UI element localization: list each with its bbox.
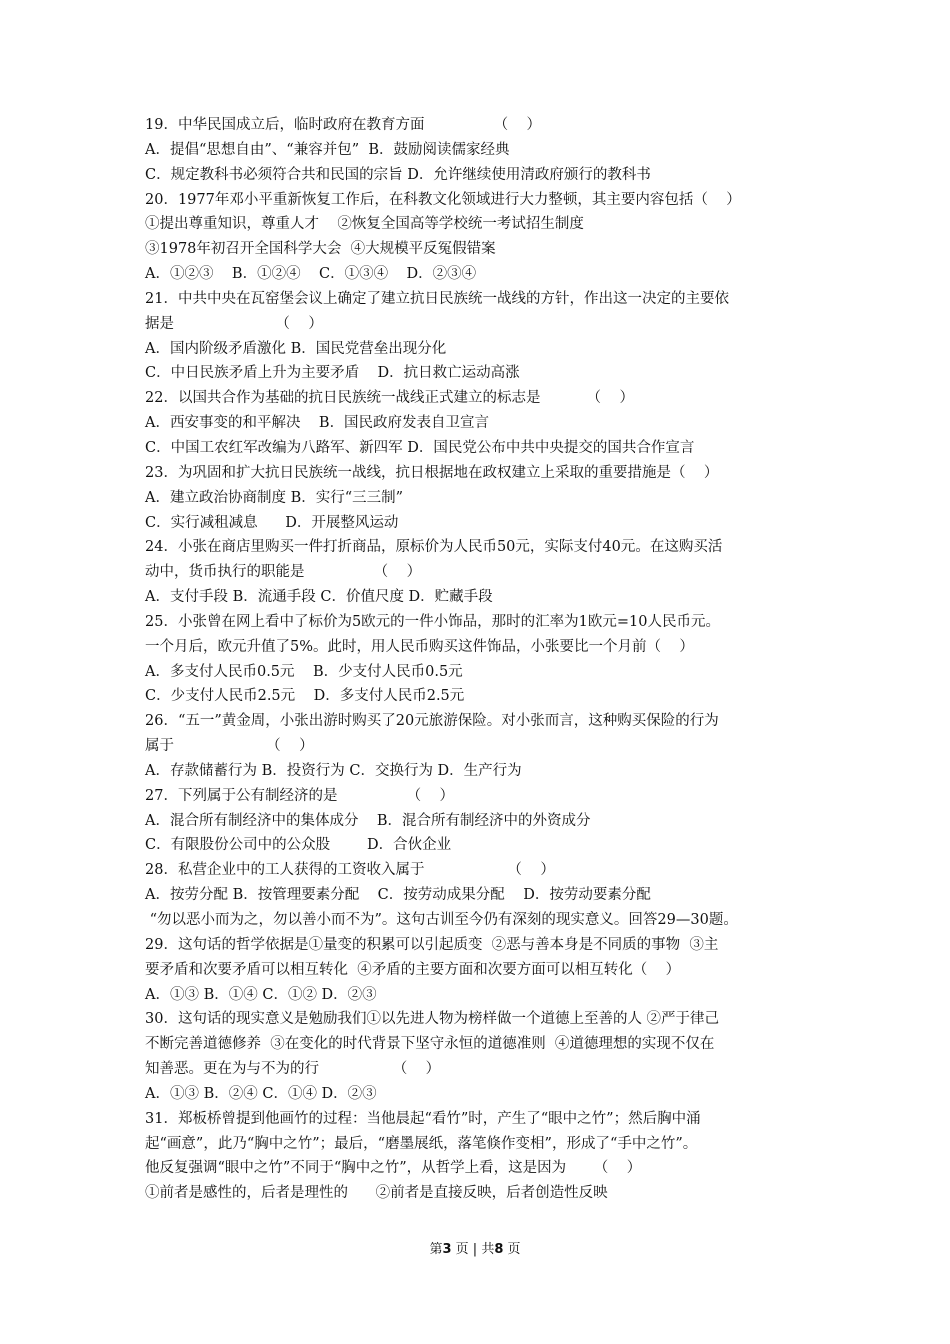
text-line: 23．为巩固和扩大抗日民族统一战线，抗日根据地在政权建立上采取的重要措施是（ ） — [145, 464, 719, 481]
text-line: A．多支付人民币0.5元 B．少支付人民币0.5元 — [145, 663, 463, 680]
text-line: 30．这句话的现实意义是勉励我们①以先进人物为榜样做一个道德上至善的人 ②严于律己 — [145, 1011, 720, 1028]
text-line: C．有限股份公司中的公众股 D．合伙企业 — [145, 837, 452, 854]
text-line: A．①③ B．①④ C．①② D．②③ — [145, 986, 377, 1003]
text-line: C．规定教科书必须符合共和民国的宗旨 D．允许继续使用清政府颁行的教科书 — [145, 166, 651, 183]
text-line: 26．“五一”黄金周，小张出游时购买了20元旅游保险。对小张而言，这种购买保险的行为 — [145, 713, 719, 730]
text-line: 27．下列属于公有制经济的是 （ ） — [145, 787, 455, 804]
text-line: A．①③ B．②④ C．①④ D．②③ — [145, 1085, 377, 1102]
text-line: A．支付手段 B．流通手段 C．价值尺度 D．贮藏手段 — [145, 589, 493, 606]
text-line: C．中国工农红军改编为八路军、新四军 D．国民党公布中共中央提交的国共合作宣言 — [145, 439, 695, 456]
footer-middle: 页 | 共 — [451, 1242, 495, 1257]
text-line: 动中，货币执行的职能是 （ ） — [145, 564, 422, 581]
text-line: C．少支付人民币2.5元 D．多支付人民币2.5元 — [145, 688, 465, 705]
text-line: 知善恶。更在为与不为的行 （ ） — [145, 1061, 441, 1078]
text-line: 要矛盾和次要矛盾可以相互转化 ④矛盾的主要方面和次要方面可以相互转化（ ） — [145, 961, 681, 978]
text-line: A．提倡“思想自由”、“兼容并包” B．鼓励阅读儒家经典 — [145, 141, 510, 158]
text-line: A．按劳分配 B．按管理要素分配 C．按劳动成果分配 D．按劳动要素分配 — [145, 887, 651, 904]
page-footer — [0, 1238, 950, 1257]
text-line: 他反复强调“眼中之竹”不同于“胸中之竹”，从哲学上看，这是因为 （ ） — [145, 1160, 642, 1177]
text-line: A．国内阶级矛盾激化 B．国民党营垒出现分化 — [145, 340, 447, 357]
text-line: 19．中华民国成立后，临时政府在教育方面 （ ） — [145, 117, 542, 133]
text-line: ①提出尊重知识，尊重人才 ②恢复全国高等学校统一考试招生制度 — [145, 216, 584, 233]
text-line: C．实行减租减息 D．开展整风运动 — [145, 514, 399, 531]
text-line: 属于 （ ） — [145, 738, 314, 755]
text-line: 28．私营企业中的工人获得的工资收入属于 （ ） — [145, 862, 555, 879]
text-line: A．存款储蓄行为 B．投资行为 C．交换行为 D．生产行为 — [145, 762, 522, 779]
text-line: A．①②③ B．①②④ C．①③④ D．②③④ — [145, 266, 477, 283]
text-line: ①前者是感性的，后者是理性的 ②前者是直接反映，后者创造性反映 — [145, 1185, 608, 1202]
text-line: 一个月后，欧元升值了5%。此时，用人民币购买这件饰品，小张要比一个月前（ ） — [145, 638, 694, 655]
text-line: 31．郑板桥曾提到他画竹的过程：当他晨起“看竹”时，产生了“眼中之竹”；然后胸中涌 — [145, 1110, 701, 1127]
text-line: “勿以恶小而为之，勿以善小而不为”。这句古训至今仍有深刻的现实意义。回答29—30题。 — [145, 912, 738, 928]
footer-page-number: 3 — [442, 1242, 452, 1257]
text-line: A．建立政治协商制度 B．实行“三三制” — [145, 489, 404, 506]
text-line: 21．中共中央在瓦窑堡会议上确定了建立抗日民族统一战线的方针，作出这一决定的主要依 — [145, 290, 729, 307]
text-line: 29．这句话的哲学依据是①量变的积累可以引起质变 ②恶与善本身是不同质的事物 ③主 — [145, 936, 719, 953]
text-line: 20．1977年邓小平重新恢复工作后，在科教文化领域进行大力整顿，其主要内容包括（ ） — [145, 191, 741, 208]
text-line: ③1978年初召开全国科学大会 ④大规模平反冤假错案 — [145, 241, 496, 258]
text-line: 22．以国共合作为基础的抗日民族统一战线正式建立的标志是 （ ） — [145, 390, 634, 407]
footer-total-pages: 8 — [494, 1242, 504, 1257]
text-line: 据是 （ ） — [145, 315, 323, 332]
text-line: 起“画意”，此乃“胸中之竹”；最后，“磨墨展纸，落笔倏作变相”，形成了“手中之竹”。 — [145, 1135, 698, 1152]
question-text-body — [145, 113, 835, 1206]
text-line: 24．小张在商店里购买一件打折商品，原标价为人民币50元，实际支付40元。在这购买活 — [145, 539, 723, 556]
footer-suffix: 页 — [503, 1242, 521, 1257]
footer-prefix: 第 — [429, 1242, 443, 1257]
text-line: A．西安事变的和平解决 B．国民政府发表自卫宣言 — [145, 415, 490, 432]
text-line: 25．小张曾在网上看中了标价为5欧元的一件小饰品，那时的汇率为1欧元=10人民币元。 — [145, 613, 720, 630]
text-line: C．中日民族矛盾上升为主要矛盾 D．抗日救亡运动高涨 — [145, 365, 520, 382]
text-line: 不断完善道德修养 ③在变化的时代背景下坚守永恒的道德准则 ④道德理想的实现不仅在 — [145, 1036, 715, 1053]
text-line: A．混合所有制经济中的集体成分 B．混合所有制经济中的外资成分 — [145, 812, 591, 829]
